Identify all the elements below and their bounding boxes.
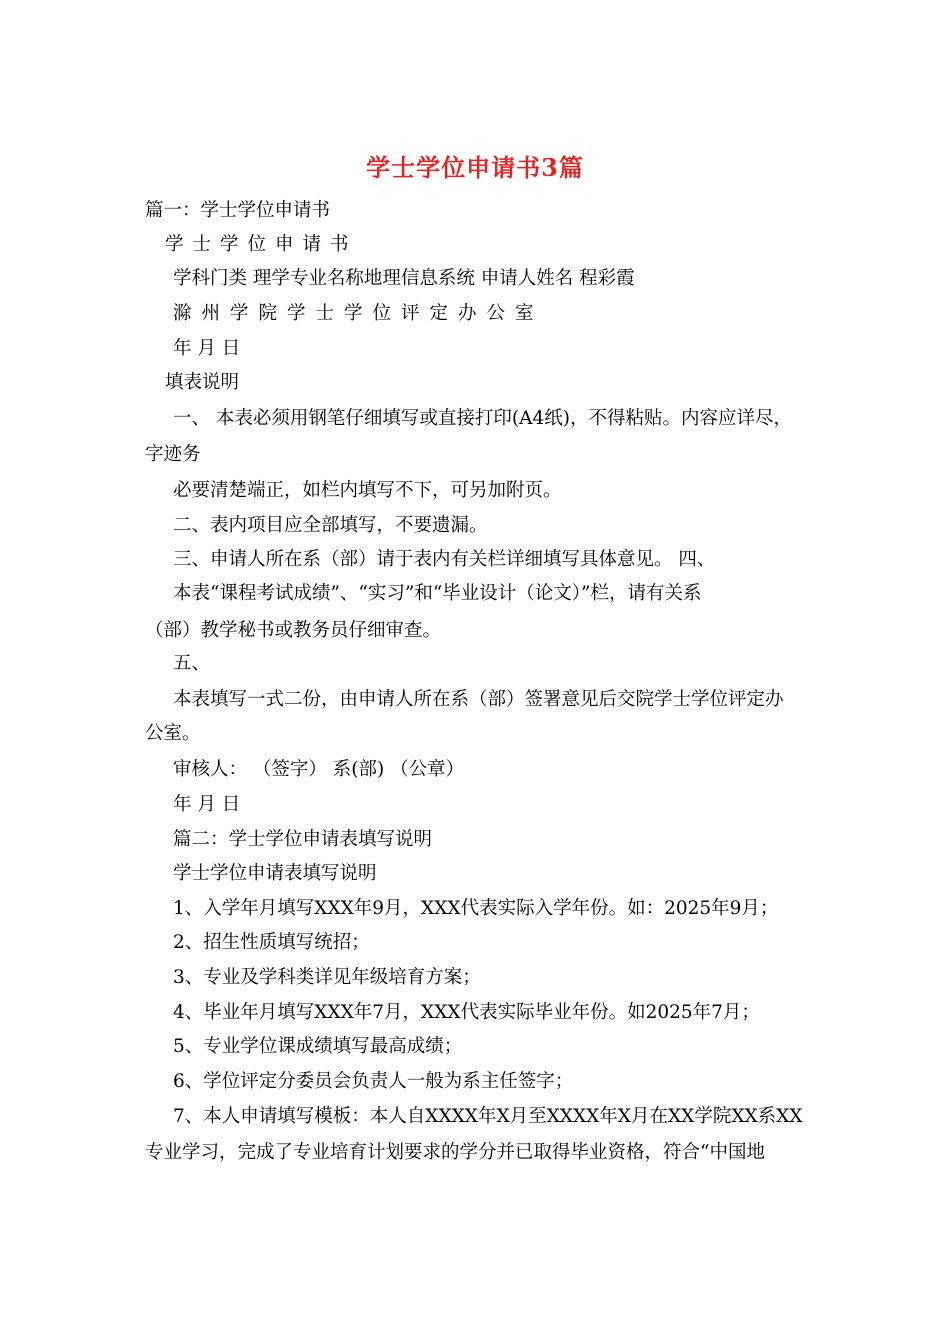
list-item: 3、专业及学科类详见年级培育方案；: [173, 967, 481, 988]
office-name: 滁州学院学士学位评定办公室: [173, 303, 544, 324]
instruction-line: 本表“课程考试成绩”、“实习”和“毕业设计（论文）”栏，请有关系: [173, 583, 702, 604]
list-item-continuation: 专业学习，完成了专业培育计划要求的学分并已取得毕业资格，符合“中国地: [145, 1142, 765, 1163]
section-heading-2: 篇二：学士学位申请表填写说明: [173, 829, 433, 850]
subsection-title: 学士学位申请表填写说明: [173, 863, 377, 884]
instruction-line: 五、: [173, 653, 211, 674]
document-title: 学士学位申请书3篇: [366, 153, 584, 182]
instruction-line: 公室。: [145, 723, 201, 744]
date-line: 年 月 日: [173, 794, 241, 815]
form-title: 学士学位申请书: [165, 234, 358, 255]
instruction-line: （部）教学秘书或教务员仔细审查。: [145, 620, 442, 641]
list-item: 1、入学年月填写XXX年9月，XXX代表实际入学年份。如：2025年9月；: [173, 898, 779, 919]
list-item: 7、本人申请填写模板：本人自XXXX年X月至XXXX年X月在XX学院XX系XX: [173, 1106, 803, 1127]
reviewer-line: 审核人： （签字） 系(部) （公章）: [173, 759, 465, 780]
section-heading-1: 篇一：学士学位申请书: [145, 200, 331, 221]
list-item: 2、招生性质填写统招；: [173, 932, 370, 953]
instructions-heading: 填表说明: [165, 372, 240, 393]
date-line: 年 月 日: [173, 338, 241, 359]
instruction-line: 必要清楚端正，如栏内填写不下，可另加附页。: [173, 480, 562, 501]
instruction-line: 二、表内项目应全部填写，不要遗漏。: [173, 515, 488, 536]
applicant-info: 学科门类 理学专业名称地理信息系统 申请人姓名 程彩霞: [173, 268, 635, 289]
list-item: 6、学位评定分委员会负责人一般为系主任签字；: [173, 1071, 574, 1092]
instruction-line: 三、申请人所在系（部）请于表内有关栏详细填写具体意见。 四、: [173, 549, 716, 570]
instruction-line: 本表填写一式二份，由申请人所在系（部）签署意见后交院学士学位评定办: [173, 689, 784, 710]
instruction-line: 一、 本表必须用钢笔仔细填写或直接打印(A4纸)，不得粘贴。内容应详尽，: [173, 408, 792, 429]
list-item: 4、毕业年月填写XXX年7月，XXX代表实际毕业年份。如2025年7月；: [173, 1002, 760, 1023]
instruction-line: 字迹务: [145, 444, 201, 465]
list-item: 5、专业学位课成绩填写最高成绩；: [173, 1036, 463, 1057]
